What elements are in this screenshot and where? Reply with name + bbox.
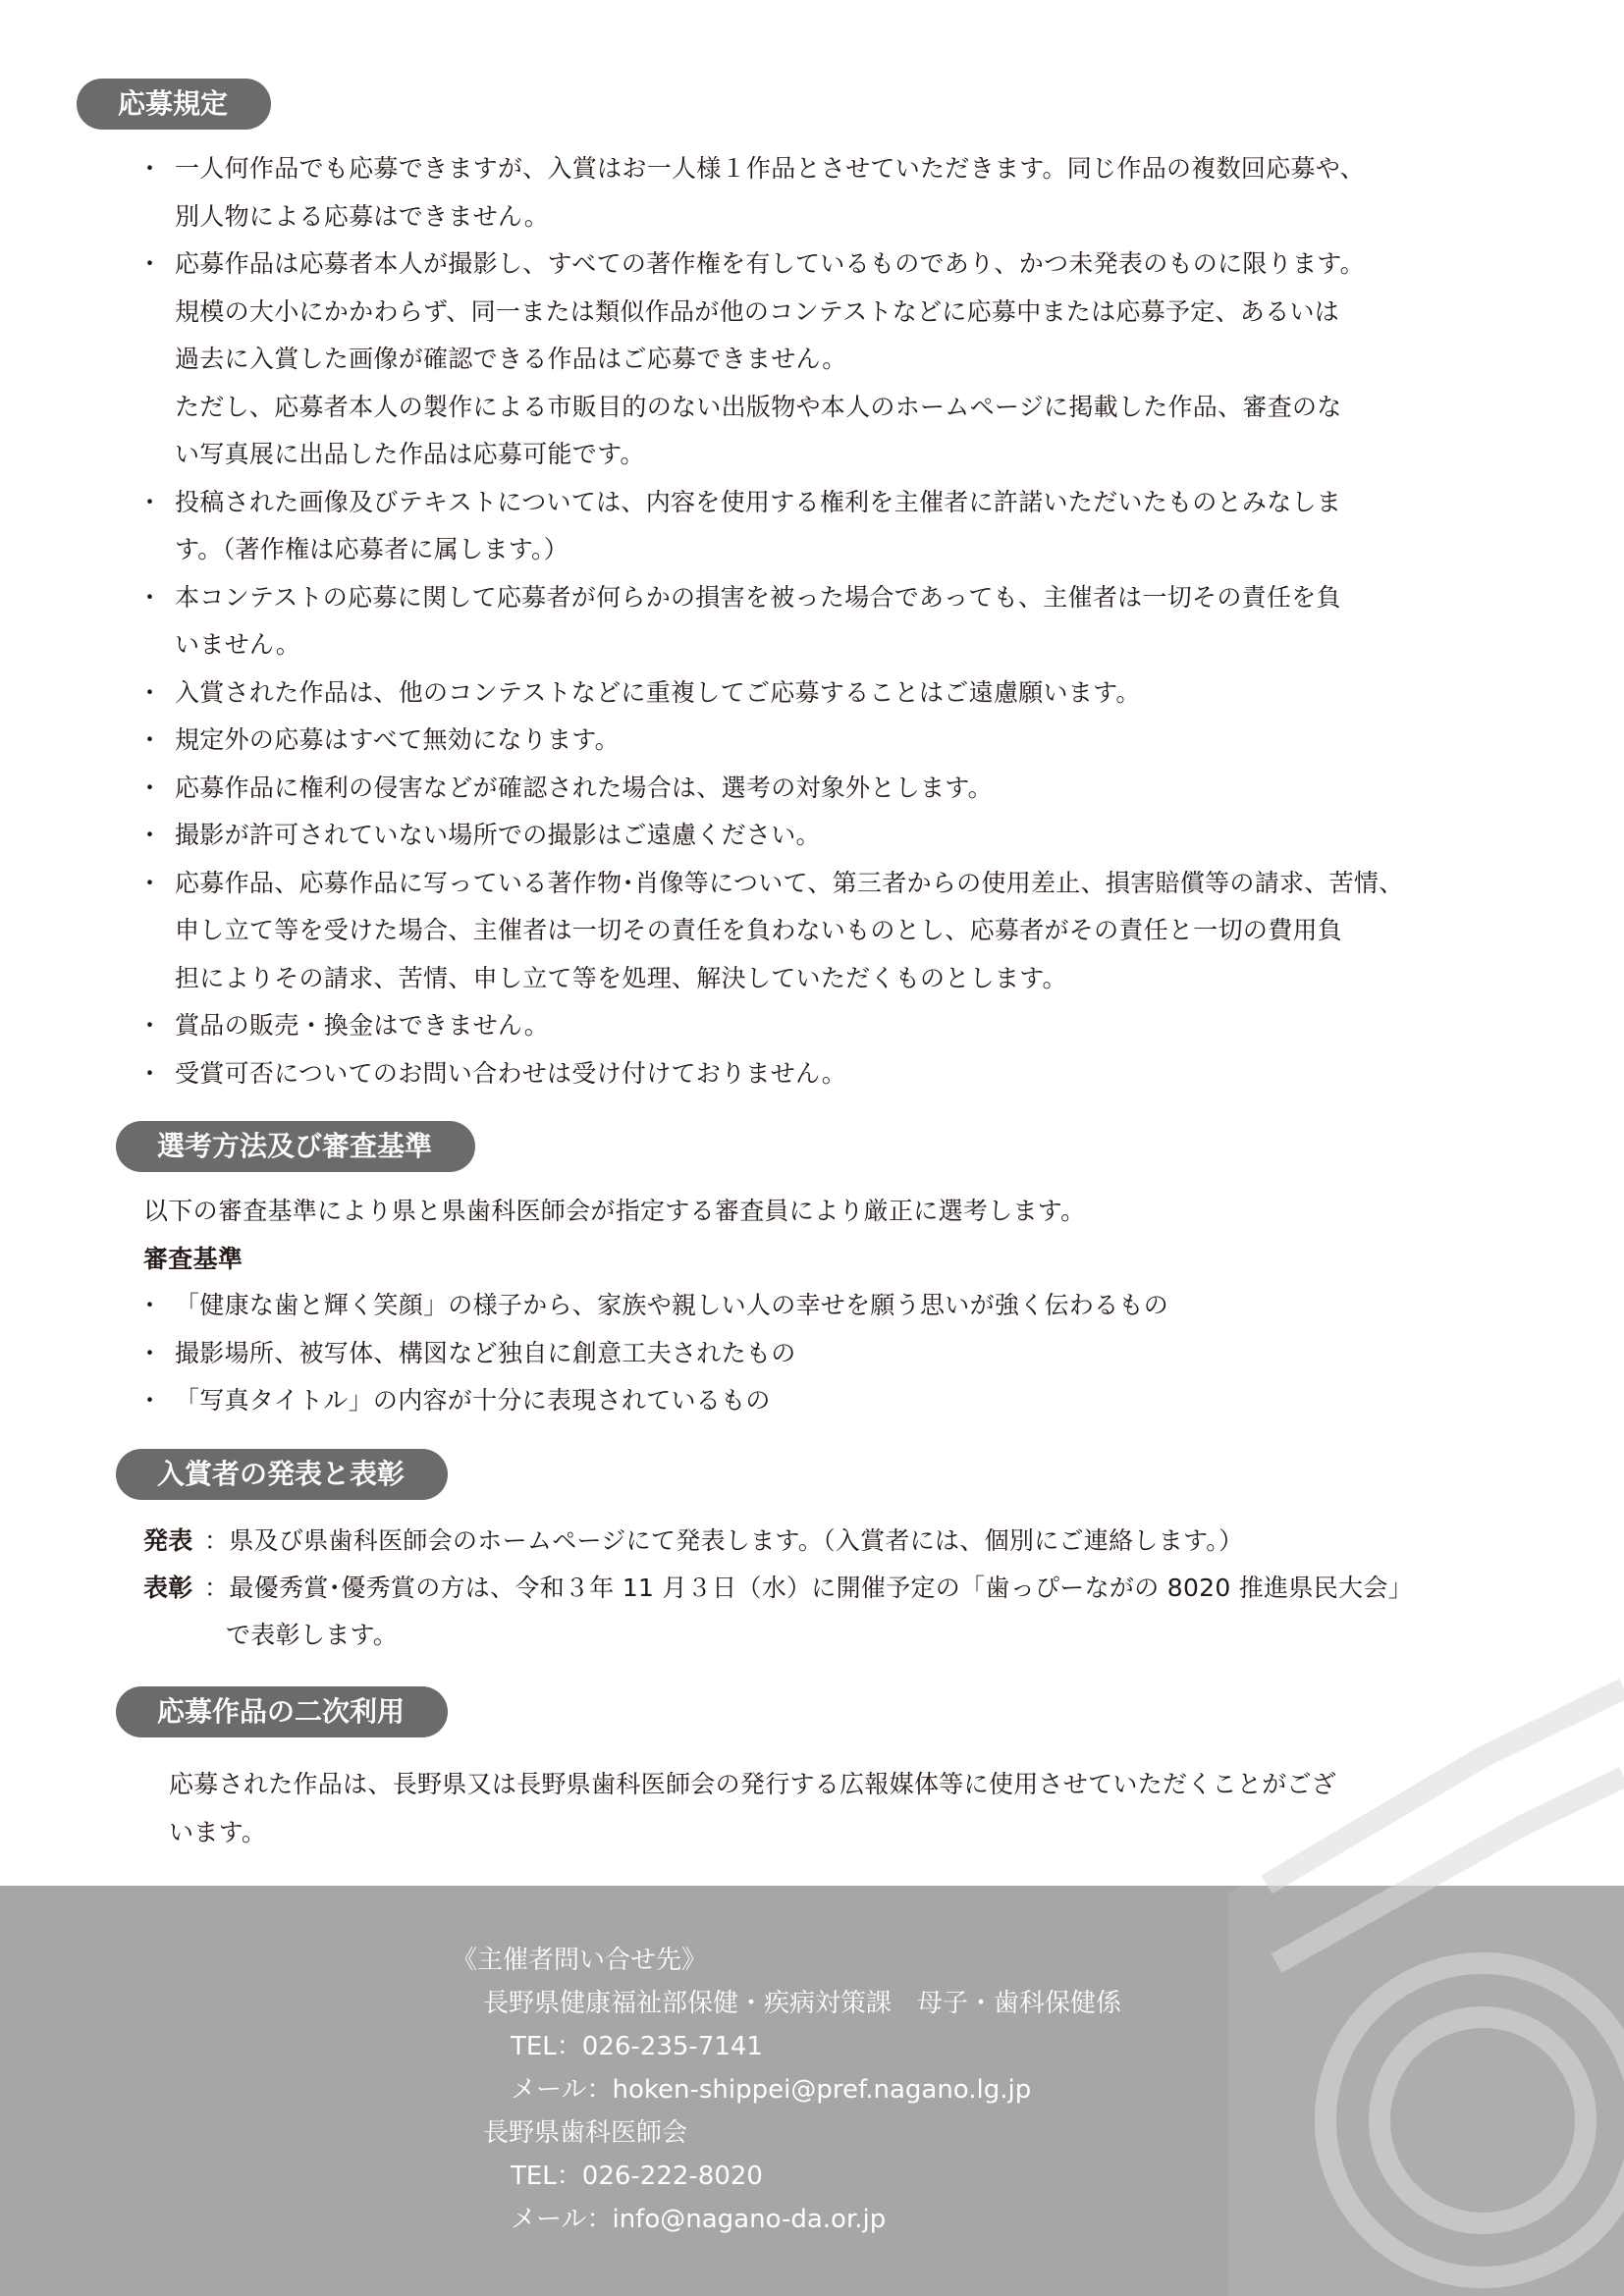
list-item-line: ・ 賞品の販売・換金はできません。	[175, 1011, 550, 1040]
contact-mail-dental[interactable]: メール：info@nagano-da.or.jp	[511, 2205, 887, 2234]
section-title-selection: 選考方法及び審査基準	[116, 1121, 475, 1172]
contact-block	[452, 1939, 1121, 2241]
list-item	[149, 812, 1485, 860]
list-item	[149, 1282, 1485, 1330]
list-item	[149, 717, 1485, 765]
list-item-line: 規模の大小にかかわらず、同一または類似作品が他のコンテストなどに応募中または応募予定、あるいは	[175, 296, 1340, 326]
list-item	[149, 479, 1485, 574]
list-item-line: ・ 撮影が許可されていない場所での撮影はご遠慮ください。	[175, 821, 821, 849]
announce-text: ：県及び県歯科医師会のホームページにて発表します。（入賞者には、個別にご連絡します。）	[204, 1526, 1244, 1555]
award-row	[143, 1565, 1489, 1612]
section-title-announcement: 入賞者の発表と表彰	[116, 1449, 448, 1500]
list-item-line: ・ 本コンテストの応募に関して応募者が何らかの損害を被った場合であっても、主催者は一切その責任を負	[175, 582, 1341, 612]
list-item-line: ・ 入賞された作品は、他のコンテストなどに重複してご応募することはご遠慮願います。	[175, 677, 1141, 707]
list-item	[149, 1377, 1485, 1425]
list-item-line: 別人物による応募はできません。	[175, 201, 550, 231]
award-term: 表彰	[143, 1574, 193, 1602]
contact-org-dental: 長野県歯科医師会	[483, 2118, 688, 2148]
list-item	[149, 1002, 1485, 1050]
contact-org-prefecture: 長野県健康福祉部保健・疾病対策課 母子・歯科保健係	[483, 1989, 1122, 2018]
announcement-list	[143, 1518, 1489, 1659]
list-item-line: ・ 一人何作品でも応募できますが、入賞はお一人様１作品とさせていただきます。同じ作品の複数回応募や、	[175, 154, 1365, 183]
contact-tel-dental: TEL：026-222-8020	[511, 2162, 763, 2191]
section-title-rules: 応募規定	[77, 79, 271, 130]
contact-mail-prefecture[interactable]: メール：hoken-shippei@pref.nagano.lg.jp	[511, 2075, 1032, 2105]
list-item-line: 申し立て等を受けた場合、主催者は一切その責任を負わないものとし、応募者がその責任と一切の費用負	[175, 916, 1343, 944]
announce-row	[143, 1518, 1489, 1565]
list-item-line: ・ 応募作品は応募者本人が撮影し、すべての著作権を有しているものであり、かつ未発表のものに限ります。	[175, 249, 1365, 278]
award-text-continued: で表彰します。	[226, 1621, 399, 1649]
list-item-line: い写真展に出品した作品は応募可能です。	[175, 440, 645, 468]
list-item-line: ・ 応募作品に権利の侵害などが確認された場合は、選考の対象外とします。	[175, 773, 993, 802]
contact-heading: 《主催者問い合せ先》	[452, 1946, 708, 1975]
criteria-list	[149, 1282, 1485, 1425]
list-item-line: ・ 規定外の応募はすべて無効になります。	[175, 725, 620, 754]
criteria-label: 審査基準	[143, 1245, 244, 1273]
list-item-line: す。（著作権は応募者に属します。）	[175, 535, 569, 563]
announce-term: 発表	[143, 1526, 193, 1555]
list-item	[149, 1330, 1485, 1378]
secondary-use-line1: 応募された作品は、長野県又は長野県歯科医師会の発行する広報媒体等に使用させていただくことがござ	[169, 1770, 1337, 1798]
section-title-secondary-use: 応募作品の二次利用	[116, 1686, 448, 1737]
award-text: ：最優秀賞･優秀賞の方は、令和３年 11 月３日（水）に開催予定の「歯っぴーながの 8020 推進県民大会」	[204, 1574, 1413, 1602]
list-item-line: 過去に入賞した画像が確認できる作品はご応募できません。	[175, 345, 847, 373]
list-item	[149, 240, 1485, 479]
award-row-continued	[143, 1612, 1489, 1659]
selection-intro: 以下の審査基準により県と県歯科医師会が指定する審査員により厳正に選考します。	[143, 1197, 1086, 1225]
list-item-line: ・ 撮影場所、被写体、構図など独自に創意工夫されたもの	[175, 1338, 796, 1367]
list-item-line: ・ 受賞可否についてのお問い合わせは受け付けておりません。	[175, 1058, 847, 1088]
contact-tel-prefecture: TEL：026-235-7141	[511, 2032, 763, 2061]
list-item-line: ・ 「健康な歯と輝く笑顔」の様子から、家族や親しい人の幸せを願う思いが強く伝わるもの	[175, 1291, 1169, 1319]
list-item-line: ・ 応募作品、応募作品に写っている著作物･肖像等について、第三者からの使用差止、損害賠償等の請求、苦情、	[175, 868, 1404, 897]
list-item-line: ・ 「写真タイトル」の内容が十分に表現されているもの	[175, 1386, 771, 1415]
list-item-line: 担によりその請求、苦情、申し立て等を処理、解決していただくものとします。	[175, 963, 1067, 992]
list-item	[149, 1050, 1485, 1098]
list-item	[149, 765, 1485, 813]
list-item	[149, 669, 1485, 718]
secondary-use-text	[169, 1761, 1336, 1856]
list-item	[149, 145, 1485, 240]
list-item-line: ただし、応募者本人の製作による市販目的のない出版物や本人のホームページに掲載した作品、審査のな	[175, 392, 1342, 421]
list-item-line: いません。	[175, 630, 301, 659]
secondary-use-line2: います。	[169, 1817, 267, 1846]
rules-list	[149, 145, 1485, 1097]
list-item	[149, 574, 1485, 669]
list-item-line: ・ 投稿された画像及びテキストについては、内容を使用する権利を主催者に許諾いただいたものとみなしま	[175, 487, 1342, 516]
list-item	[149, 860, 1485, 1003]
